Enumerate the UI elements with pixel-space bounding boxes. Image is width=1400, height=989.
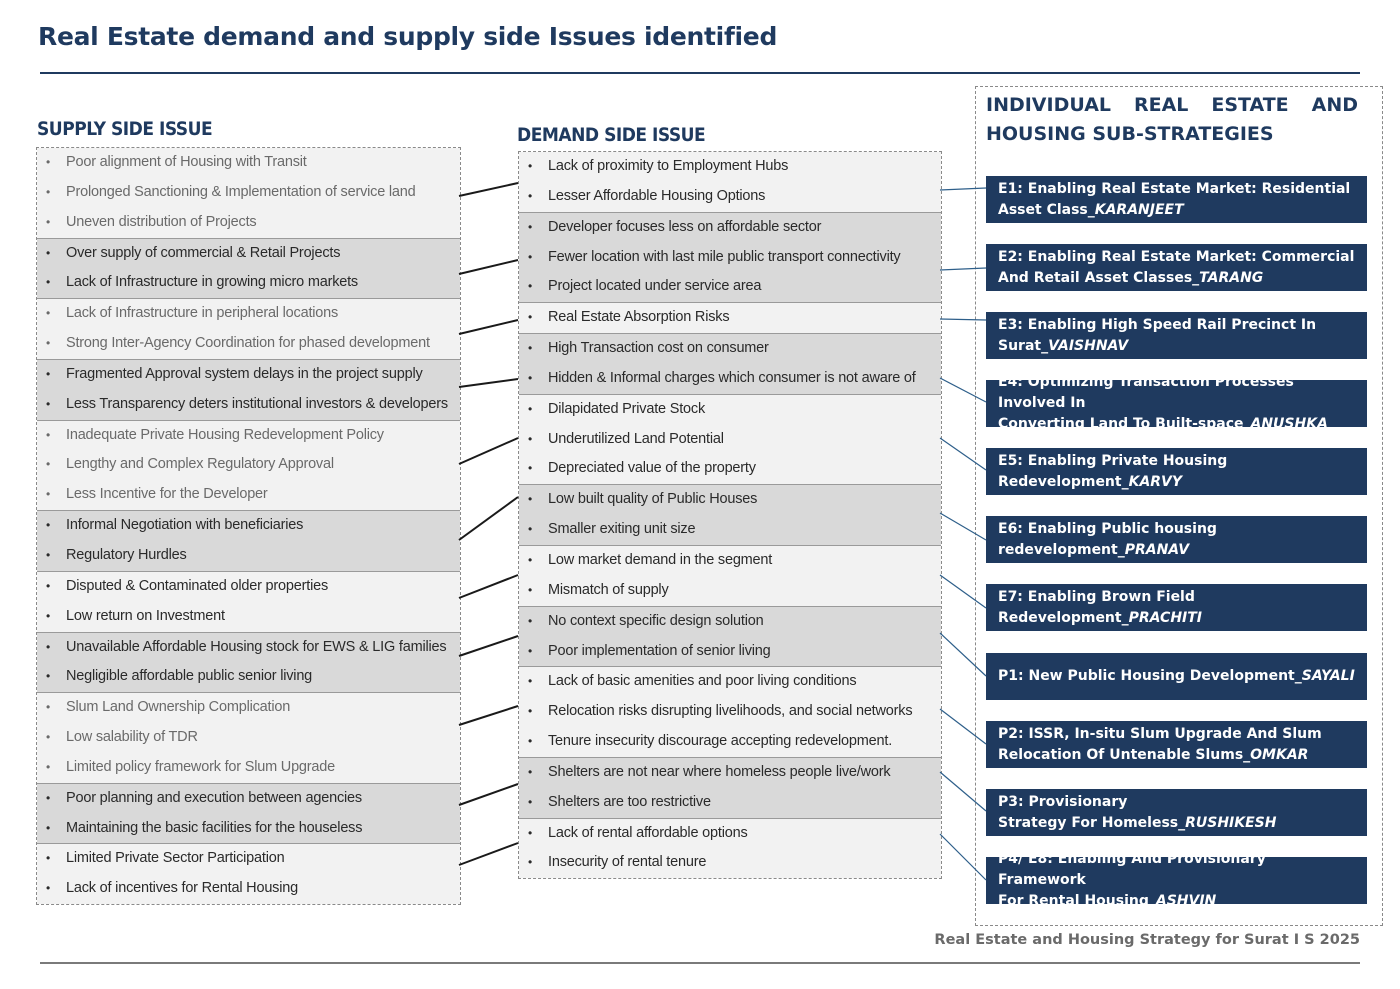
supply-demand-connector xyxy=(459,784,518,805)
strategy-owner: PRACHITI xyxy=(1128,609,1202,626)
strategy-owner: KARANJEET xyxy=(1094,201,1184,218)
demand-heading: DEMAND SIDE ISSUE xyxy=(517,124,706,146)
demand-strategy-connector xyxy=(940,378,986,402)
strategy-owner: RUSHIKESH xyxy=(1185,814,1277,831)
demand-strategy-connector xyxy=(940,188,986,190)
strategy-line1: E1: Enabling Real Estate Market: Residential xyxy=(998,180,1351,197)
strategy-label: P1: New Public Housing Development_ xyxy=(998,668,1302,684)
supply-issue-item: • Less Transparency deters institutional investors & developers xyxy=(37,390,460,420)
strategy-label: Strategy For Homeless_ xyxy=(998,814,1186,831)
demand-issue-item: • Lack of basic amenities and poor living conditions xyxy=(519,667,941,697)
demand-issue-item: • Smaller exiting unit size xyxy=(519,515,941,545)
supply-demand-connector xyxy=(459,320,518,334)
strategy-line1: P4/ E8: Enabling And Provisionary Framework xyxy=(998,851,1266,888)
strategy-label: redevelopment_ xyxy=(998,541,1125,558)
strategy-owner: TARANG xyxy=(1199,269,1264,286)
demand-strategy-connector xyxy=(940,513,986,540)
bottom-divider xyxy=(40,962,1360,964)
supply-issue-item: • Strong Inter-Agency Coordination for phased development xyxy=(37,329,460,359)
demand-issue-item: • Depreciated value of the property xyxy=(519,454,941,484)
footer-text: Real Estate and Housing Strategy for Surat I S 2025 xyxy=(934,932,1360,948)
demand-strategy-connector xyxy=(940,575,986,608)
supply-issue-item: • Lack of incentives for Rental Housing xyxy=(37,874,460,904)
strategy-label: Redevelopment_ xyxy=(998,473,1129,490)
supply-issue-item: • Fragmented Approval system delays in the project supply xyxy=(37,360,460,390)
demand-issue-item: • Developer focuses less on affordable sector xyxy=(519,213,941,243)
demand-strategy-connector xyxy=(940,633,986,676)
demand-issue-item: • Project located under service area xyxy=(519,272,941,302)
demand-issue-item: • High Transaction cost on consumer xyxy=(519,334,941,364)
strategy-line1: E7: Enabling Brown Field xyxy=(998,588,1195,605)
supply-issue-item: • Low salability of TDR xyxy=(37,723,460,753)
strategy-owner: SAYALI xyxy=(1301,668,1355,684)
demand-issue-item: • Fewer location with last mile public transport connectivity xyxy=(519,243,941,273)
supply-demand-connector xyxy=(459,843,518,865)
strategy-line1: E6: Enabling Public housing xyxy=(998,520,1217,537)
strategy-line1: E5: Enabling Private Housing xyxy=(998,452,1228,469)
demand-strategy-connector xyxy=(940,834,986,880)
strategy-label: For Rental Housing_ xyxy=(998,893,1156,909)
demand-strategy-connector xyxy=(940,438,986,470)
demand-strategy-connector xyxy=(940,268,986,270)
demand-issue-item: • Dilapidated Private Stock xyxy=(519,395,941,425)
supply-issue-item: • Over supply of commercial & Retail Projects xyxy=(37,239,460,269)
supply-issue-item: • Negligible affordable public senior living xyxy=(37,662,460,692)
demand-issue-item: • Shelters are too restrictive xyxy=(519,788,941,818)
strategy-label: Converting Land To Built-space_ xyxy=(998,416,1251,432)
demand-strategy-connector xyxy=(940,772,986,811)
demand-strategy-connector xyxy=(940,709,986,744)
supply-issue-item: • Poor planning and execution between agencies xyxy=(37,784,460,814)
page-title: Real Estate demand and supply side Issues identified xyxy=(38,22,778,51)
supply-demand-connector xyxy=(459,636,518,656)
supply-issue-item: • Less Incentive for the Developer xyxy=(37,480,460,510)
demand-issue-item: • Poor implementation of senior living xyxy=(519,637,941,667)
demand-issue-item: • Hidden & Informal charges which consumer is not aware of xyxy=(519,364,941,394)
demand-issue-item: • Lesser Affordable Housing Options xyxy=(519,182,941,212)
supply-demand-connector xyxy=(459,379,518,387)
demand-issue-item: • Underutilized Land Potential xyxy=(519,425,941,455)
demand-issue-item: • Lack of proximity to Employment Hubs xyxy=(519,152,941,182)
supply-issue-item: • Regulatory Hurdles xyxy=(37,541,460,571)
supply-issue-item: • Unavailable Affordable Housing stock for EWS & LIG families xyxy=(37,633,460,663)
demand-issue-item: • Insecurity of rental tenure xyxy=(519,848,941,878)
strategy-label: Relocation Of Untenable Slums_ xyxy=(998,746,1251,763)
supply-demand-connector xyxy=(459,260,518,274)
strategy-owner: ANUSHKA xyxy=(1250,416,1328,432)
supply-issue-item: • Limited Private Sector Participation xyxy=(37,844,460,874)
supply-demand-connector xyxy=(459,575,518,598)
supply-issue-item: • Lack of Infrastructure in growing micro markets xyxy=(37,268,460,298)
supply-issue-item: • Slum Land Ownership Complication xyxy=(37,693,460,723)
demand-issue-item: • Tenure insecurity discourage accepting redevelopment. xyxy=(519,727,941,757)
supply-issue-item: • Disputed & Contaminated older properties xyxy=(37,572,460,602)
supply-issue-item: • Lengthy and Complex Regulatory Approval xyxy=(37,450,460,480)
strategy-owner: KARVY xyxy=(1128,473,1183,490)
demand-issue-item: • Shelters are not near where homeless people live/work xyxy=(519,758,941,788)
demand-issue-item: • Mismatch of supply xyxy=(519,576,941,606)
strategy-line1: E2: Enabling Real Estate Market: Commercial xyxy=(998,248,1355,265)
supply-demand-connector xyxy=(459,497,518,540)
supply-issue-item: • Limited policy framework for Slum Upgrade xyxy=(37,753,460,783)
strategy-line1: E4: Optimizing Transaction Processes Involved In xyxy=(998,374,1294,411)
supply-issue-item: • Informal Negotiation with beneficiaries xyxy=(37,511,460,541)
demand-issue-item: • Low market demand in the segment xyxy=(519,546,941,576)
strategy-owner: PRANAV xyxy=(1124,541,1190,558)
strategy-owner: ASHVIN xyxy=(1155,893,1217,909)
supply-issue-item: • Poor alignment of Housing with Transit xyxy=(37,148,460,178)
supply-issue-item: • Prolonged Sanctioning & Implementation of service land xyxy=(37,178,460,208)
strategy-label: Surat_ xyxy=(998,337,1049,354)
demand-issue-item: • No context specific design solution xyxy=(519,607,941,637)
strategy-line1: E3: Enabling High Speed Rail Precinct In xyxy=(998,316,1317,333)
supply-issue-item: • Maintaining the basic facilities for the houseless xyxy=(37,814,460,844)
supply-issue-item: • Uneven distribution of Projects xyxy=(37,208,460,238)
demand-issue-item: • Lack of rental affordable options xyxy=(519,819,941,849)
strategy-line1: P3: Provisionary xyxy=(998,793,1128,810)
supply-issue-item: • Lack of Infrastructure in peripheral locations xyxy=(37,299,460,329)
supply-issue-item: • Low return on Investment xyxy=(37,602,460,632)
strategy-label: And Retail Asset Classes_ xyxy=(998,269,1200,286)
strategy-owner: VAISHNAV xyxy=(1048,337,1129,354)
demand-strategy-connector xyxy=(940,319,986,320)
supply-issue-item: • Inadequate Private Housing Redevelopment Policy xyxy=(37,421,460,451)
demand-issue-item: • Low built quality of Public Houses xyxy=(519,485,941,515)
sub-strategies-heading-line2: HOUSING SUB-STRATEGIES xyxy=(986,123,1274,145)
strategy-label: Asset Class_ xyxy=(998,201,1095,218)
strategy-line1: P2: ISSR, In-situ Slum Upgrade And Slum xyxy=(998,725,1322,742)
strategy-owner: OMKAR xyxy=(1250,746,1309,763)
supply-demand-connector xyxy=(459,183,518,196)
supply-heading: SUPPLY SIDE ISSUE xyxy=(37,118,213,140)
supply-demand-connector xyxy=(459,706,518,725)
demand-issue-item: • Relocation risks disrupting livelihoods, and social networks xyxy=(519,697,941,727)
supply-demand-connector xyxy=(459,438,518,464)
strategy-label: Redevelopment_ xyxy=(998,609,1129,626)
demand-issue-item: • Real Estate Absorption Risks xyxy=(519,303,941,333)
sub-strategies-heading-line1: INDIVIDUAL REAL ESTATE AND xyxy=(986,94,1358,116)
